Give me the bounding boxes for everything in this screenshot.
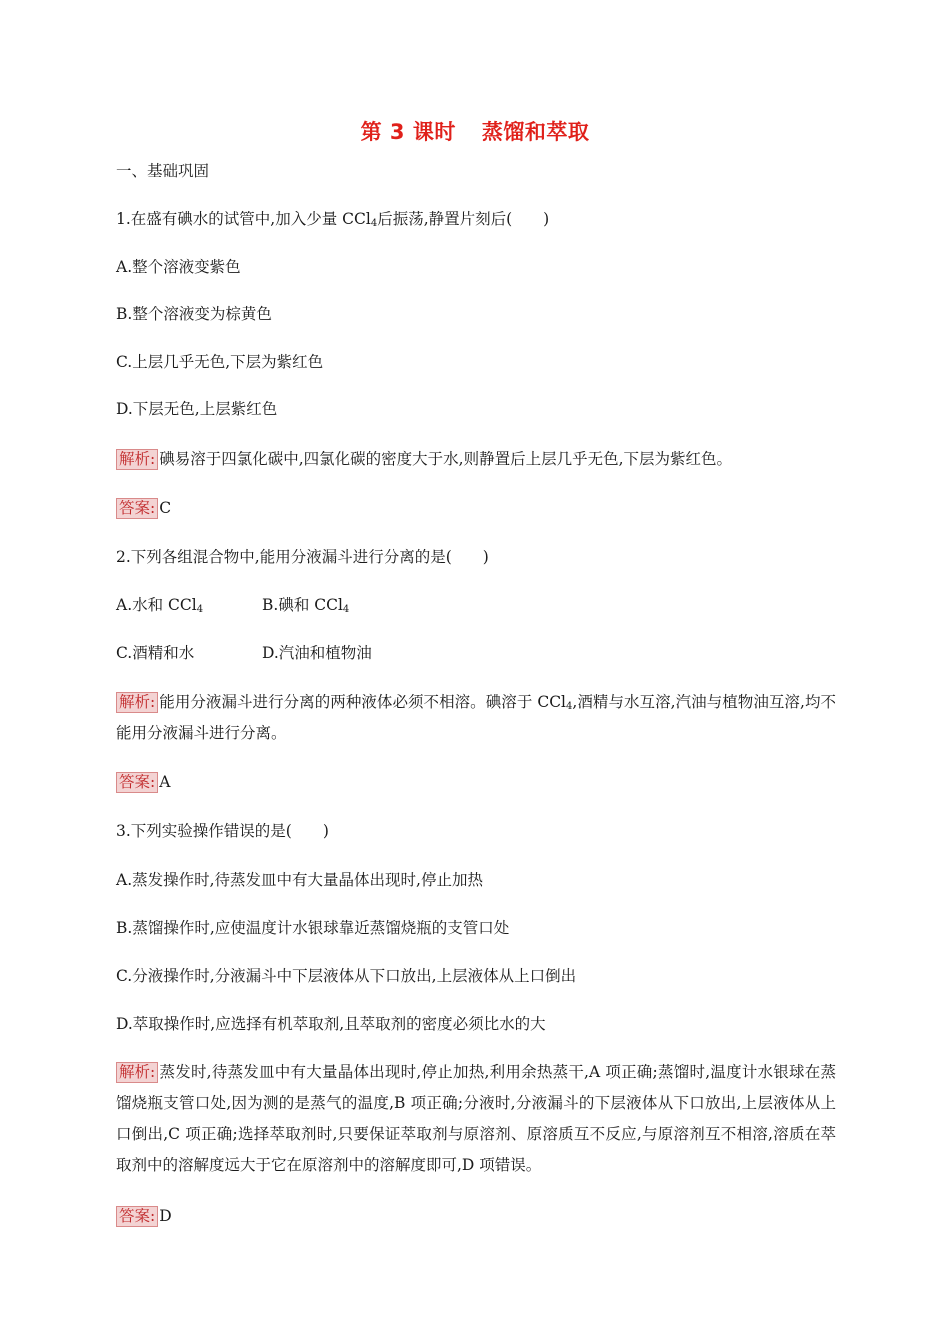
q3-option-a: A.蒸发操作时,待蒸发皿中有大量晶体出现时,停止加热 [116, 871, 483, 889]
analysis-tag: 解析: [116, 692, 158, 713]
q2-option-c: C.酒精和水 [116, 644, 195, 662]
q3-option-d: D.萃取操作时,应选择有机萃取剂,且萃取剂的密度必须比水的大 [116, 1015, 546, 1033]
q3-option-b: B.蒸馏操作时,应使温度计水银球靠近蒸馏烧瓶的支管口处 [116, 919, 510, 937]
answer-tag: 答案: [116, 1206, 158, 1227]
q1-stem: 1.在盛有碘水的试管中,加入少量 CCl$_4$后振荡,静置片刻后( ) [116, 210, 550, 229]
title-lesson: 第 3 课时 [360, 120, 456, 144]
q1-analysis: 解析: 碘易溶于四氯化碳中,四氯化碳的密度大于水,则静置后上层几乎无色,下层为紫红色。 [116, 448, 732, 470]
q1-option-c: C.上层几乎无色,下层为紫红色 [116, 353, 324, 371]
q2-answer: 答案: A [116, 771, 170, 793]
q1-option-a: A.整个溶液变紫色 [116, 258, 241, 276]
q3-stem: 3.下列实验操作错误的是( ) [116, 822, 329, 840]
analysis-tag: 解析: [116, 449, 158, 470]
q1-answer: 答案: C [116, 497, 171, 519]
section-heading: 一、基础巩固 [116, 162, 210, 180]
title-topic: 蒸馏和萃取 [481, 120, 590, 144]
q3-analysis: 解析: 蒸发时,待蒸发皿中有大量晶体出现时,停止加热,利用余热蒸干,A 项正确;蒸馏时,温度计水银球在蒸馏烧瓶支管口处,因为测的是蒸气的温度,B 项正确;分液时,分液漏斗的下层液体从下口放出,上层液体从上口倒出,C 项正确;选择萃取剂时,只要保证萃取剂与原溶剂、原溶质互不反应,与原溶剂互不相溶,溶质在萃取剂中的溶解度远大于它在原溶剂中的溶解度即可,D 项错误。 [116, 1063, 836, 1174]
page-title [0, 116, 950, 146]
analysis-tag: 解析: [116, 1062, 158, 1083]
q1-option-b: B.整个溶液变为棕黄色 [116, 305, 272, 323]
q1-option-d: D.下层无色,上层紫红色 [116, 400, 278, 418]
answer-tag: 答案: [116, 772, 158, 793]
q2-analysis: 解析: 能用分液漏斗进行分离的两种液体必须不相溶。碘溶于 CCl$_4$,酒精与水互溶,汽油与植物油互溶,均不能用分液漏斗进行分离。 [116, 693, 836, 742]
q2-option-a: A.水和 CCl$_4$ [116, 596, 204, 615]
q2-option-b: B.碘和 CCl$_4$ [262, 596, 350, 615]
answer-tag: 答案: [116, 498, 158, 519]
q2-options-ab [116, 594, 349, 616]
q3-answer: 答案: D [116, 1205, 172, 1227]
q2-options-cd [116, 642, 372, 664]
q3-option-c: C.分液操作时,分液漏斗中下层液体从下口放出,上层液体从上口倒出 [116, 967, 577, 985]
q2-stem: 2.下列各组混合物中,能用分液漏斗进行分离的是( ) [116, 548, 489, 566]
q2-option-d: D.汽油和植物油 [262, 644, 372, 662]
